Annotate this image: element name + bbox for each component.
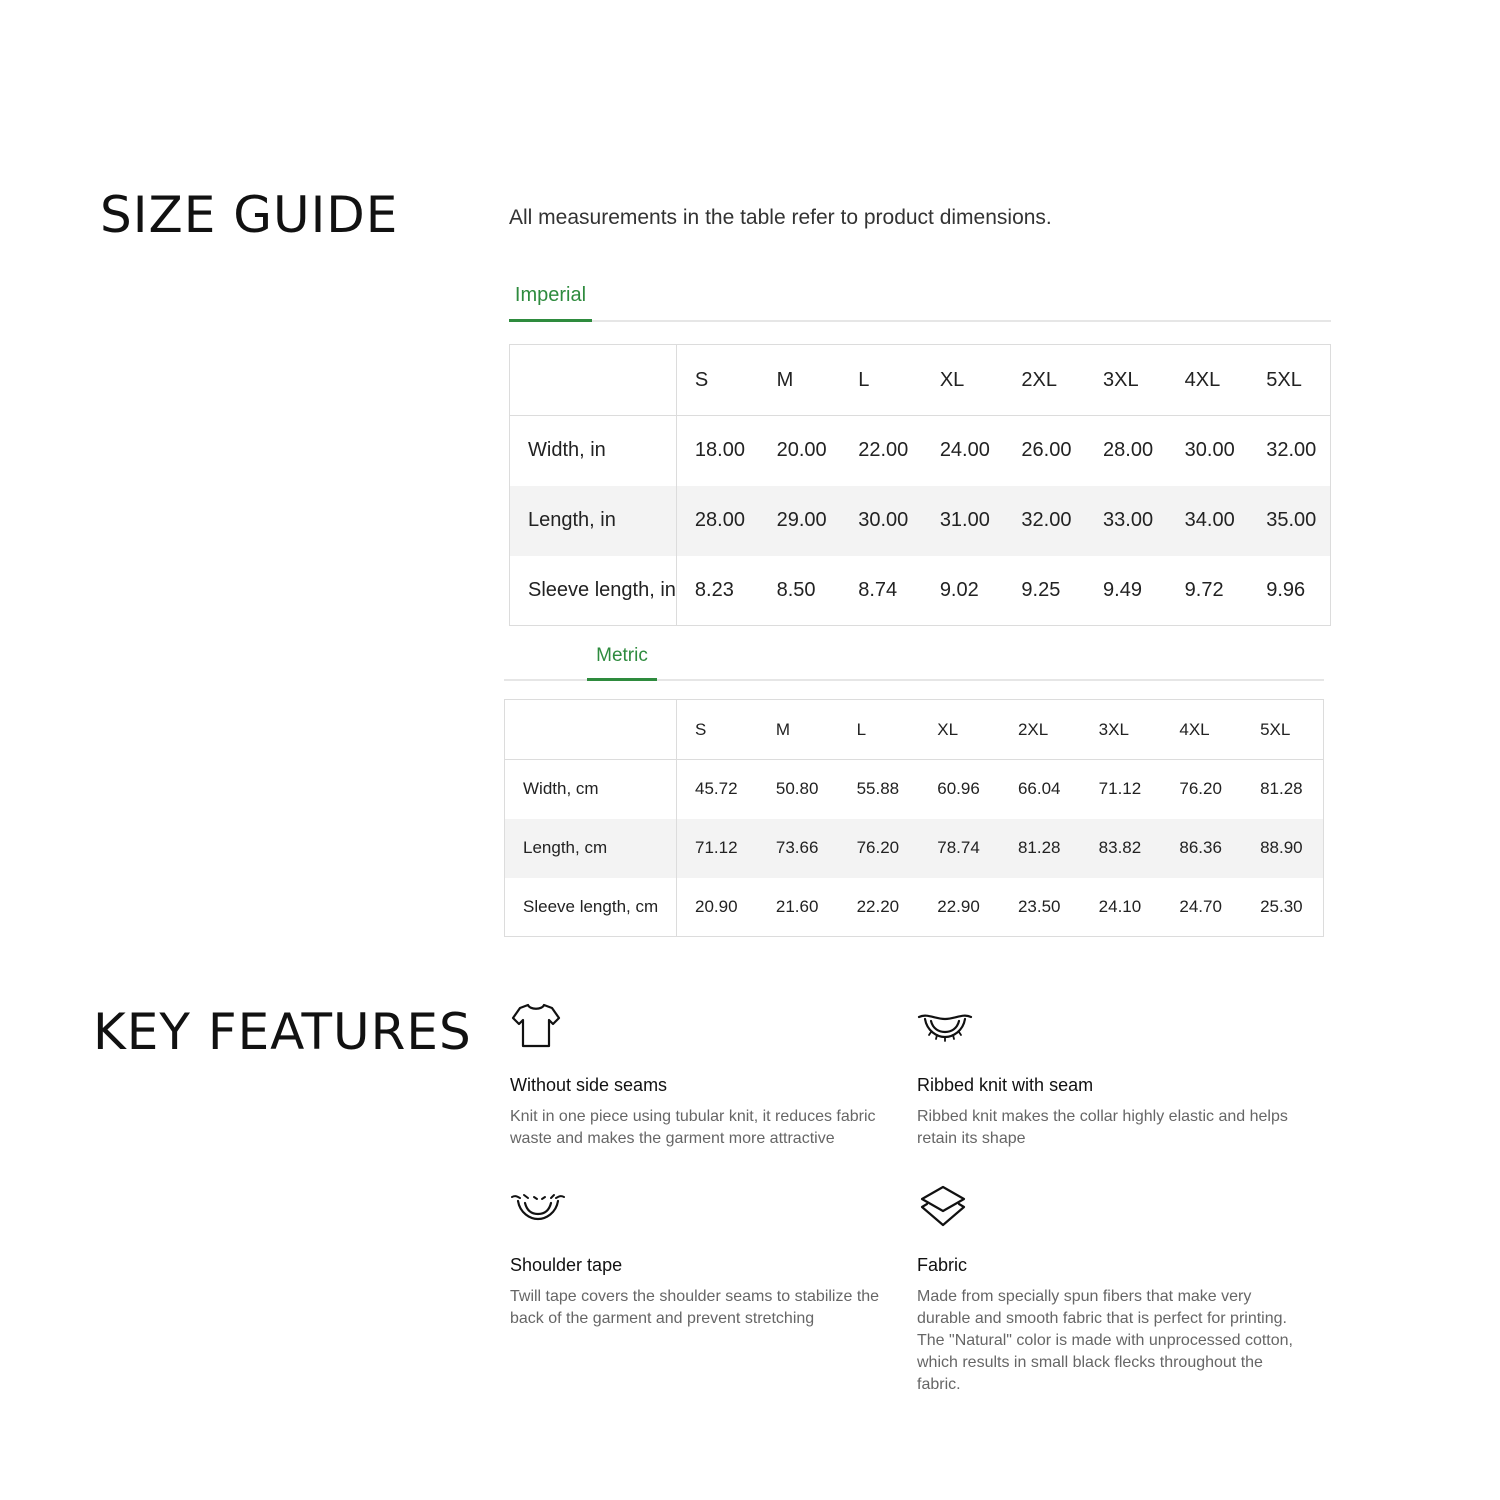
ribbed-collar-icon (917, 1001, 1297, 1053)
value-cell: 86.36 (1179, 838, 1222, 857)
table-row (505, 878, 1324, 937)
size-header: 2XL (1000, 700, 1081, 760)
value-cell: 73.66 (775, 838, 819, 857)
feature-fabric (917, 1181, 1297, 1396)
table-row (505, 760, 1324, 819)
size-header: 5XL (1248, 345, 1330, 416)
value-cell: 32.00 (1021, 509, 1072, 531)
value-cell: 9.02 (939, 578, 979, 601)
size-header: S (677, 700, 758, 760)
size-header: XL (919, 700, 1000, 760)
value-cell: 24.10 (1098, 896, 1142, 916)
feature-description: Knit in one piece using tubular knit, it reduces fabric waste and makes the garment more attractive (510, 1108, 876, 1147)
value-cell: 8.23 (694, 578, 734, 601)
size-header: 3XL (1085, 345, 1167, 416)
key-features-title: KEY FEATURES (93, 1003, 472, 1061)
value-cell: 66.04 (1017, 779, 1061, 799)
value-cell: 9.25 (1021, 578, 1061, 601)
feature-description: Twill tape covers the shoulder seams to stabilize the back of the garment and prevent stretching (510, 1288, 880, 1327)
value-cell: 20.90 (695, 896, 738, 916)
value-cell: 71.12 (1098, 779, 1142, 799)
size-header: L (840, 345, 922, 416)
value-cell: 22.20 (856, 896, 900, 916)
value-cell: 71.12 (695, 838, 738, 857)
size-header: S (676, 345, 758, 416)
value-cell: 55.88 (856, 779, 900, 799)
value-cell: 28.00 (694, 509, 745, 531)
feature-title: Shoulder tape (510, 1255, 623, 1275)
value-cell: 20.00 (776, 439, 827, 462)
tab-imperial[interactable]: Imperial (509, 284, 592, 322)
size-header: XL (922, 345, 1004, 416)
table-row (505, 819, 1324, 878)
feature-shoulder-tape (510, 1181, 890, 1330)
size-header: M (758, 700, 839, 760)
value-cell: 35.00 (1266, 509, 1317, 531)
feature-ribbed-knit (917, 1001, 1297, 1150)
feature-description: Ribbed knit makes the collar highly elastic and helps retain its shape (917, 1108, 1288, 1147)
value-cell: 33.00 (1103, 509, 1154, 531)
imperial-tab-bar (509, 280, 1331, 322)
value-cell: 88.90 (1260, 838, 1303, 857)
corner-cell (505, 700, 677, 760)
feature-title: Ribbed knit with seam (917, 1075, 1094, 1095)
table-header-row (510, 345, 1331, 416)
size-guide-intro: All measurements in the table refer to product dimensions. (509, 206, 1052, 229)
value-cell: 32.00 (1266, 439, 1317, 462)
feature-description: Made from specially spun fibers that make very durable and smooth fabric that is perfect for printing. The "Natural" color is made with unprocessed cotton, which results in small black flecks throughout the fabric. (917, 1288, 1293, 1393)
value-cell: 60.96 (937, 779, 980, 799)
value-cell: 34.00 (1184, 509, 1235, 531)
value-cell: 29.00 (776, 509, 827, 531)
row-label: Length, in (510, 486, 677, 556)
value-cell: 22.90 (937, 896, 980, 916)
row-label: Length, cm (505, 819, 677, 878)
size-header: 4XL (1167, 345, 1249, 416)
value-cell: 9.72 (1184, 578, 1224, 601)
table-row (510, 486, 1331, 556)
metric-size-table (504, 699, 1324, 937)
value-cell: 9.49 (1103, 578, 1142, 601)
value-cell: 81.28 (1260, 779, 1303, 799)
value-cell: 8.50 (776, 578, 816, 601)
value-cell: 83.82 (1098, 838, 1142, 857)
value-cell: 78.74 (937, 838, 980, 857)
value-cell: 24.00 (939, 439, 990, 462)
row-label: Width, in (510, 416, 677, 486)
value-cell: 22.00 (858, 439, 909, 462)
size-header: 2XL (1003, 345, 1085, 416)
value-cell: 9.96 (1266, 578, 1306, 601)
table-header-row (505, 700, 1324, 760)
value-cell: 81.28 (1017, 838, 1061, 857)
size-header: 4XL (1161, 700, 1242, 760)
size-header: 3XL (1081, 700, 1162, 760)
row-label: Sleeve length, in (510, 556, 677, 626)
value-cell: 18.00 (694, 439, 745, 462)
size-header: L (839, 700, 920, 760)
row-label: Width, cm (505, 760, 677, 819)
row-label: Sleeve length, cm (505, 878, 677, 937)
value-cell: 50.80 (775, 779, 819, 799)
shoulder-tape-icon (510, 1181, 890, 1233)
tshirt-icon (510, 1001, 890, 1053)
tab-metric[interactable]: Metric (587, 645, 657, 681)
value-cell: 8.74 (858, 578, 898, 601)
value-cell: 24.70 (1179, 896, 1222, 916)
value-cell: 31.00 (939, 509, 990, 531)
feature-title: Fabric (917, 1255, 968, 1275)
value-cell: 30.00 (858, 509, 909, 531)
value-cell: 26.00 (1021, 439, 1072, 462)
value-cell: 28.00 (1103, 439, 1154, 462)
value-cell: 23.50 (1017, 896, 1061, 916)
value-cell: 45.72 (695, 779, 738, 799)
fabric-layers-icon (917, 1181, 1297, 1233)
size-header: M (759, 345, 841, 416)
value-cell: 25.30 (1260, 896, 1303, 916)
metric-tab-bar (504, 643, 1324, 681)
value-cell: 30.00 (1184, 439, 1235, 462)
size-header: 5XL (1242, 700, 1323, 760)
feature-without-side-seams (510, 1001, 890, 1150)
value-cell: 76.20 (1179, 779, 1222, 799)
table-row (510, 416, 1331, 486)
feature-title: Without side seams (510, 1075, 668, 1095)
size-guide-title: SIZE GUIDE (100, 186, 399, 244)
imperial-size-table (509, 344, 1331, 626)
value-cell: 21.60 (775, 896, 819, 916)
table-row (510, 556, 1331, 626)
value-cell: 76.20 (856, 838, 900, 857)
corner-cell (510, 345, 677, 416)
